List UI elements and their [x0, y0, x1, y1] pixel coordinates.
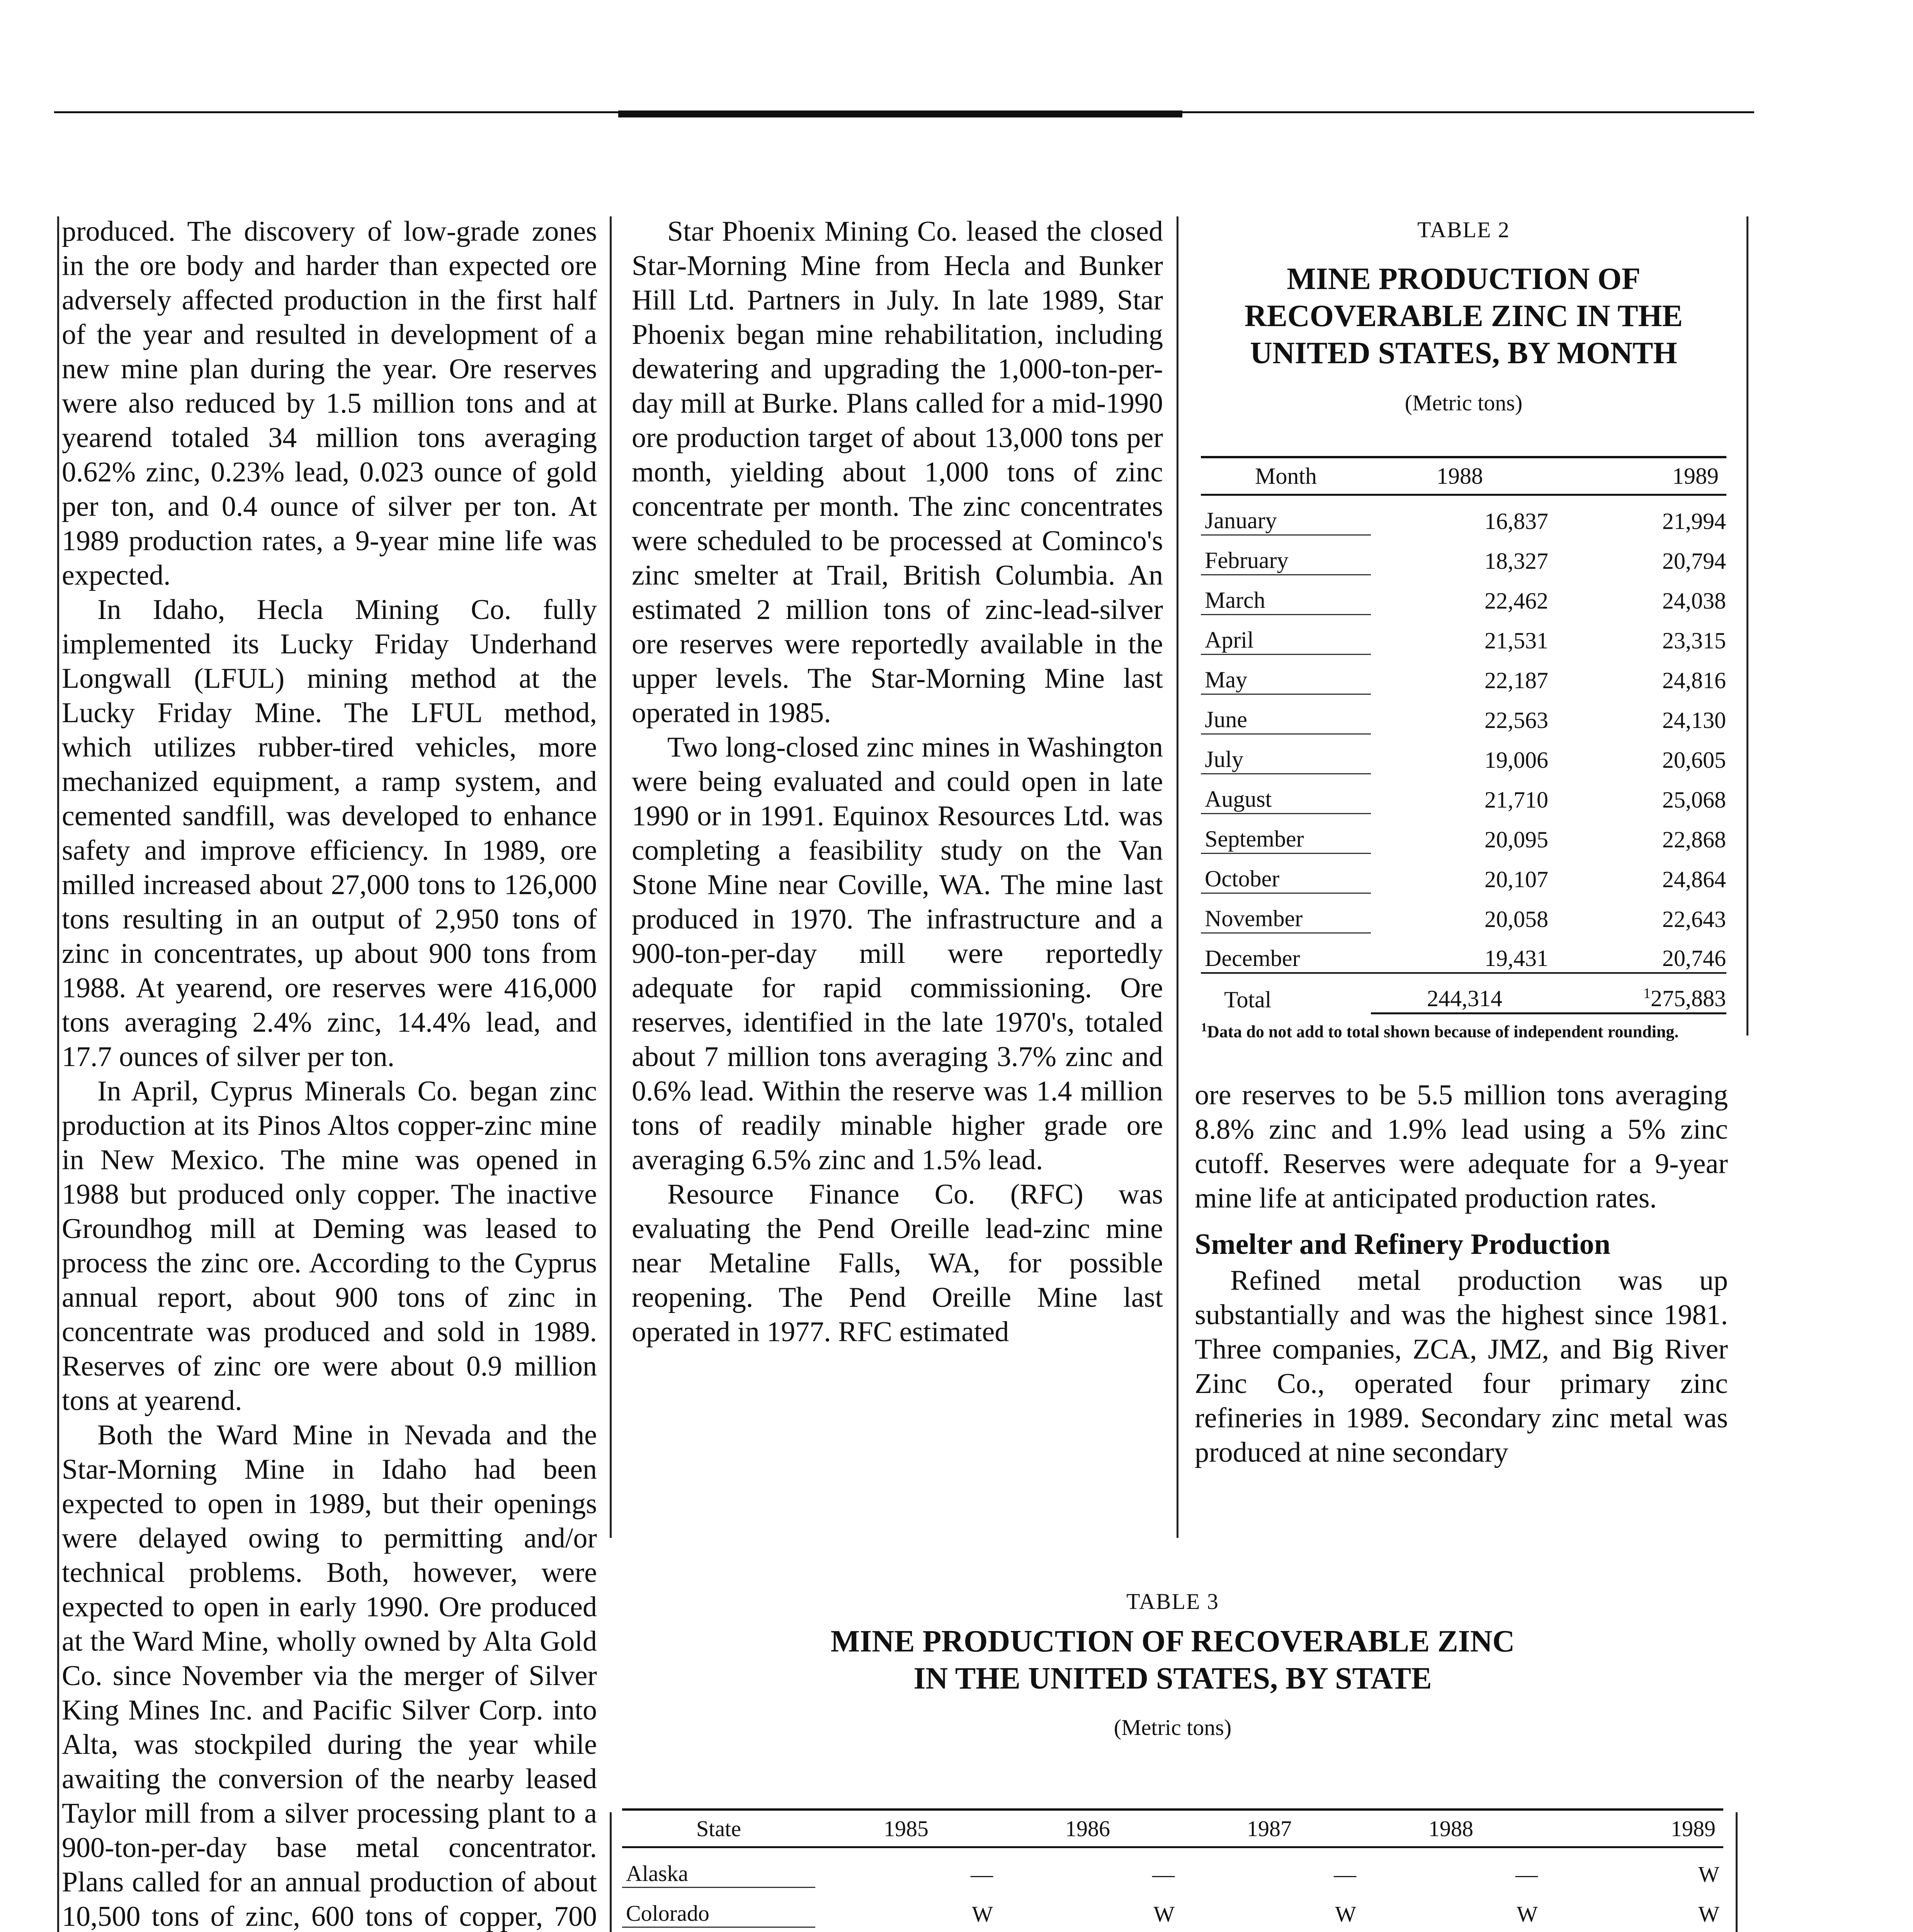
table2-value-1989: 25,068 — [1662, 787, 1726, 813]
table2-value-1988: 20,058 — [1484, 906, 1548, 932]
table2-total-1989: 275,883 — [1651, 986, 1726, 1011]
table3-value: — — [971, 1861, 993, 1887]
table2-value-1989: 20,794 — [1662, 548, 1726, 574]
table3 — [622, 1808, 1723, 1932]
table3-header-cell: 1986 — [997, 1810, 1178, 1847]
col2-left-rule — [610, 216, 612, 1538]
table2-total-1988: 244,314 — [1371, 973, 1549, 1014]
col3-paragraph: ore reserves to be 5.5 million tons averaging 8.8% zinc and 1.9% lead using a 5% zinc cutoff. Reserves were adequate for a 9-year mine life at anticipated production rates. — [1195, 1079, 1728, 1214]
column-3-text — [1195, 1078, 1728, 1470]
table2-title-line1: MINE PRODUCTION OF — [1287, 262, 1641, 296]
table3-right-rule — [1736, 1812, 1738, 1932]
table3-caption: TABLE 3 — [1126, 1589, 1219, 1614]
col1-paragraph: produced. The discovery of low-grade zones in the ore body and harder than expected ore adversely affected production in the first half of the year and resulted in development of a new mine plan during the year. Ore reserves were also reduced by 1.5 million tons and at yearend totaled 34 million tons averaging 0.62% zinc, 0.23% lead, 0.023 ounce of gold per ton, and 0.4 ounce of silver per ton. At 1989 production rates, a 9-year mine life was expected. — [62, 216, 597, 591]
table3-value: — — [1152, 1861, 1175, 1887]
table-row — [1201, 615, 1726, 655]
table2-total-row — [1201, 973, 1726, 1014]
table2-footnote-mark: 1 — [1201, 1020, 1207, 1034]
table2-value-1989: 24,864 — [1662, 866, 1726, 892]
table2-value-1989: 24,130 — [1662, 707, 1726, 733]
col1-paragraph: In Idaho, Hecla Mining Co. fully implemented its Lucky Friday Underhand Longwall (LFUL) mining method at the Lucky Friday Mine. The LFUL method, which utilizes rubber-tired vehicles, more mechanized equipment, a ramp system, and cemented sandfill, was developed to enhance safety and improve efficiency. In 1989, ore milled increased about 27,000 tons to 126,000 tons resulting in an output of 2,950 tons of zinc in concentrates, up about 900 tons from 1988. At yearend, ore reserves were 416,000 tons averaging 2.4% zinc, 14.4% lead, and 17.7 ounces of silver per ton. — [62, 594, 597, 1073]
table2-total-label: Total — [1201, 973, 1371, 1014]
table2-caption: TABLE 2 — [1417, 217, 1510, 242]
table2-title-line3: UNITED STATES, BY MONTH — [1250, 336, 1677, 370]
table-row — [1201, 655, 1726, 694]
table-row — [1201, 575, 1726, 615]
table2-month: April — [1201, 615, 1371, 655]
table3-units: (Metric tons) — [1114, 1715, 1232, 1740]
table2-header-cell: 1988 — [1371, 457, 1549, 495]
col3-left-rule — [1177, 216, 1178, 1538]
table2-total-1989-cell — [1549, 973, 1726, 1014]
col1-left-rule — [57, 216, 59, 1932]
table3-value — [1360, 1927, 1542, 1932]
table2-units: (Metric tons) — [1405, 390, 1523, 415]
table2-value-1988: 20,107 — [1484, 866, 1548, 892]
table3-value: W — [1153, 1901, 1175, 1927]
table2-month: January — [1201, 495, 1371, 535]
table-row — [1201, 814, 1726, 854]
table3-header-row — [622, 1810, 1723, 1847]
table3-header-cell: 1989 — [1542, 1810, 1723, 1847]
table3-value — [1178, 1927, 1360, 1932]
table3-value: — — [1334, 1861, 1356, 1887]
table2-value-1988: 22,462 — [1484, 588, 1548, 614]
table-row — [1201, 535, 1726, 575]
table3-value: — — [1515, 1861, 1538, 1887]
table3-value — [997, 1927, 1178, 1932]
table2-heading — [1201, 216, 1726, 417]
column-2 — [632, 214, 1163, 1349]
table2-value-1989: 20,746 — [1662, 946, 1726, 971]
table3-value — [815, 1927, 997, 1932]
table3-header-cell: 1988 — [1360, 1810, 1542, 1847]
table2-value-1988: 16,837 — [1484, 508, 1548, 534]
table2-value-1988: 19,431 — [1484, 946, 1548, 971]
table2-month: September — [1201, 814, 1371, 854]
table3-state: Alaska — [622, 1847, 815, 1888]
table-row — [622, 1888, 1723, 1927]
col1-paragraph: In April, Cyprus Minerals Co. began zinc production at its Pinos Altos copper-zinc mine in New Mexico. The mine was opened in 1988 but produced only copper. The inactive Groundhog mill at Deming was leased to process the zinc ore. According to the Cyprus annual report, about 900 tons of zinc in concentrate was produced and sold in 1989. Reserves of zinc ore were about 0.9 million tons at yearend. — [62, 1075, 597, 1417]
table2-header-cell: Month — [1201, 457, 1371, 495]
table2-value-1988: 19,006 — [1484, 747, 1548, 773]
table2-month: December — [1201, 933, 1371, 973]
table2-value-1988: 21,531 — [1484, 628, 1548, 653]
table2 — [1201, 456, 1726, 1014]
table2-value-1988: 22,187 — [1484, 667, 1548, 693]
table2-value-1988: 22,563 — [1484, 707, 1548, 733]
table3-value: W — [1698, 1901, 1719, 1927]
table2-value-1989: 20,605 — [1662, 747, 1726, 773]
table-row — [622, 1847, 1723, 1888]
table2-month: October — [1201, 854, 1371, 893]
table3-value: W — [1517, 1901, 1538, 1927]
table2-value-1989: 22,643 — [1662, 906, 1726, 932]
table2-title-line2: RECOVERABLE ZINC IN THE — [1244, 299, 1683, 333]
table2-value-1989: 24,038 — [1662, 588, 1726, 614]
table-row — [1201, 933, 1726, 973]
col3-right-rule — [1746, 216, 1748, 1036]
table2-value-1989: 22,868 — [1662, 827, 1726, 852]
table2-footnote — [1201, 1016, 1734, 1043]
table3-value: W — [1335, 1901, 1356, 1927]
table2-value-1989: 24,816 — [1662, 667, 1726, 693]
table2-month: May — [1201, 655, 1371, 694]
col2-paragraph: Two long-closed zinc mines in Washington were being evaluated and could open in late 1990 or in 1991. Equinox Resources Ltd. was completing a feasibility study on the Van Stone Mine near Coville, WA. The mine last produced in 1970. The infrastructure and a 900-ton-per-day mill were reportedly adequate for rapid commissioning. Ore reserves, identified in the late 1970's, totaled about 7 million tons averaging 3.7% zinc and 0.6% lead. Within the reserve was 1.4 million tons of readily minable higher grade ore averaging 6.5% zinc and 1.5% lead. — [632, 731, 1163, 1176]
table-row — [1201, 734, 1726, 774]
table3-value — [1542, 1927, 1723, 1932]
table3-value: W — [972, 1901, 993, 1927]
table3-left-rule — [610, 1812, 612, 1932]
table2-month: July — [1201, 734, 1371, 774]
table2-header-row — [1201, 457, 1726, 495]
table3-state — [622, 1927, 815, 1932]
table3-title-line2: IN THE UNITED STATES, BY STATE — [913, 1662, 1432, 1696]
table-row — [1201, 854, 1726, 893]
table2-value-1988: 20,095 — [1484, 827, 1548, 852]
column-1 — [62, 214, 597, 1932]
table-row — [1201, 694, 1726, 734]
col2-paragraph: Resource Finance Co. (RFC) was evaluating the Pend Oreille lead-zinc mine near Metaline Falls, WA, for possible reopening. The Pend Oreille Mine last operated in 1977. RFC estimated — [632, 1179, 1163, 1348]
table3-title-line1: MINE PRODUCTION OF RECOVERABLE ZINC — [830, 1624, 1515, 1658]
table3-header-cell: 1985 — [815, 1810, 997, 1847]
col1-paragraph: Both the Ward Mine in Nevada and the Star-Morning Mine in Idaho had been expected to open in 1989, but their openings were delayed owing to permitting and/or technical problems. Both, however, were expected to open in early 1990. Ore produced at the Ward Mine, wholly owned by Alta Gold Co. since November via the merger of Silver King Mines Inc. and Pacific Silver Corp. into Alta, was stockpiled during the year while awaiting the conversion of the nearby leased Taylor mill from a silver processing plant to a 900-ton-per-day base metal concentrator. Plans called for an annual production of about 10,500 tons of zinc, 600 tons of copper, 700 — [62, 1419, 597, 1932]
table2-month: February — [1201, 535, 1371, 575]
table2-value-1989: 21,994 — [1662, 508, 1726, 534]
section-heading: Smelter and Refinery Production — [1195, 1228, 1610, 1260]
table3-state: Colorado — [622, 1888, 815, 1927]
table-row — [1201, 893, 1726, 933]
table2-month: June — [1201, 694, 1371, 734]
table2-value-1988: 21,710 — [1484, 787, 1548, 813]
table2-month: March — [1201, 575, 1371, 615]
table3-heading — [622, 1588, 1723, 1741]
table2-month: November — [1201, 893, 1371, 933]
table2-footnote-text: Data do not add to total shown because of independent rounding. — [1207, 1022, 1679, 1041]
table-row — [1201, 774, 1726, 814]
table3-header-cell: 1987 — [1178, 1810, 1360, 1847]
header-rule-accent — [618, 111, 1182, 117]
table2-value-1988: 18,327 — [1484, 548, 1548, 574]
table3-header-cell: State — [622, 1810, 815, 1847]
col3-paragraph: Refined metal production was up substantially and was the highest since 1981. Three companies, ZCA, JMZ, and Big River Zinc Co., operated four primary zinc refineries in 1989. Secondary zinc metal was produced at nine secondary — [1195, 1265, 1728, 1468]
table2-month: August — [1201, 774, 1371, 814]
col2-paragraph: Star Phoenix Mining Co. leased the closed Star-Morning Mine from Hecla and Bunker Hill Ltd. Partners in July. In late 1989, Star Phoenix began mine rehabilitation, including dewatering and upgrading the 1,000-ton-per-day mill at Burke. Plans called for a mid-1990 ore production target of about 13,000 tons per month, yielding about 1,000 tons of zinc concentrate per month. The zinc concentrates were scheduled to be processed at Cominco's zinc smelter at Trail, British Columbia. An estimated 2 million tons of zinc-lead-silver ore reserves were reportedly available in the upper levels. The Star-Morning Mine last operated in 1985. — [632, 216, 1163, 729]
table2-total-footnote-mark: 1 — [1643, 985, 1651, 1002]
table-row — [1201, 495, 1726, 535]
table2-value-1989: 23,315 — [1662, 628, 1726, 653]
table-row — [622, 1927, 1723, 1932]
table2-header-cell: 1989 — [1549, 457, 1726, 495]
table3-value: W — [1698, 1861, 1719, 1887]
